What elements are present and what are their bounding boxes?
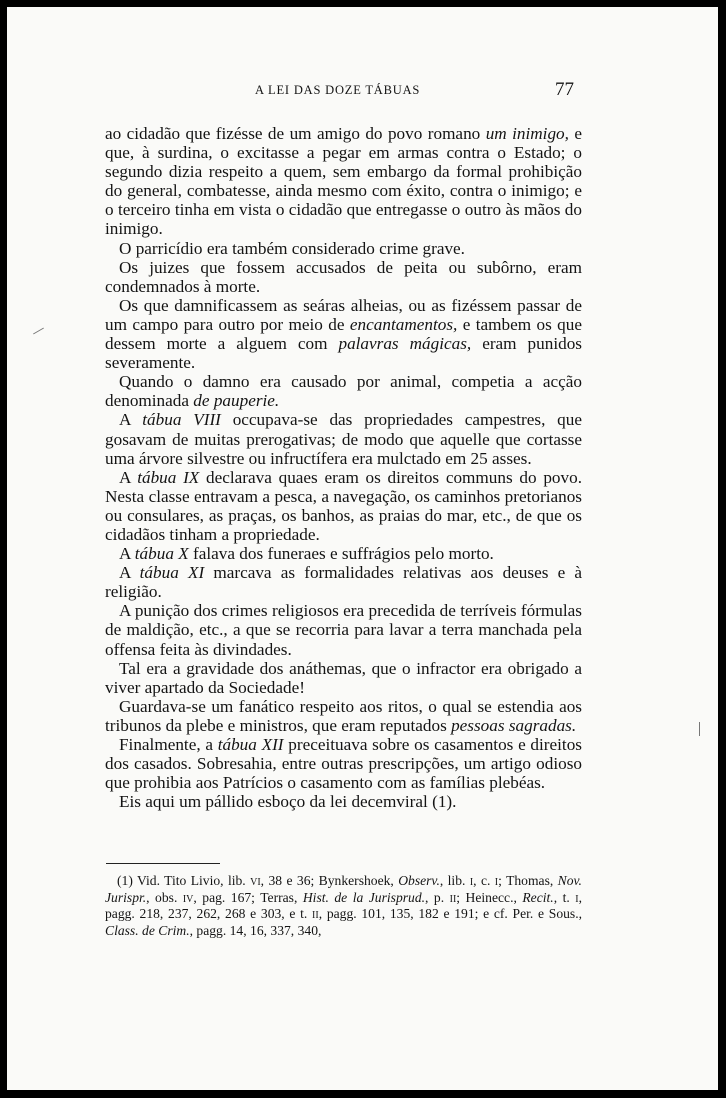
italic-text: tábua XII	[217, 735, 284, 754]
text-run: , t.	[553, 889, 576, 905]
roman-numeral: i	[494, 873, 499, 888]
text-run: Tal era a gravidade dos anáthemas, que o infractor era obrigado a viver apartado da Sociedade!	[105, 658, 582, 697]
text-run: Finalmente, a	[119, 735, 218, 754]
italic-text: Nov. Jurispr.	[105, 873, 582, 905]
body-text	[105, 124, 582, 811]
text-run: (1) Vid. Tito Livio, lib.	[117, 873, 251, 888]
italic-text: Hist. de la Jurisprud.	[302, 889, 426, 905]
paragraph	[105, 659, 582, 697]
italic-text: encantamentos,	[349, 314, 458, 334]
roman-numeral: i	[469, 873, 474, 888]
italic-text: Recit.	[522, 889, 554, 905]
text-run: ; Heinecc.,	[456, 889, 523, 905]
roman-numeral: iv	[182, 889, 194, 905]
text-run: , p.	[425, 889, 450, 905]
paragraph	[105, 124, 582, 239]
text-run: Os juizes que fossem accusados de peita ou subôrno, eram condemnados à morte.	[105, 257, 582, 296]
text-run: e que, à surdina, o excitasse a pegar em armas contra o Estado; o segundo dizia respeito a quem, sem embargo da formal prohibição do general, combatesse, ainda mesmo com éxito, contra o inimigo; e o terceiro tinha em vista o cidadão que entregasse o outro às mãos do inimigo.	[105, 124, 582, 239]
paragraph	[105, 544, 582, 563]
roman-numeral: ii	[449, 889, 457, 905]
paragraph	[105, 239, 582, 258]
paragraph	[105, 258, 582, 296]
text-run: A	[119, 467, 138, 487]
text-run: Os que damnificassem as seáras alheias, ou as fizéssem passar de um campo para outro por meio de	[105, 295, 582, 334]
paragraph	[105, 697, 582, 735]
page-number: 77	[555, 79, 574, 100]
paragraph	[105, 372, 582, 410]
roman-numeral: ii	[312, 906, 319, 921]
italic-text: de pauperie.	[193, 391, 280, 411]
text-run: occupava-se das propriedades campestres, que gosavam de muitas prerogativas; de modo que aquelle que cortasse uma árvore silvestre ou infructífera era mulctado em 25 asses.	[105, 410, 582, 468]
running-head	[7, 79, 718, 105]
text-run: A	[119, 544, 135, 564]
text-run: , pagg. 14, 16, 337, 340,	[189, 922, 322, 938]
text-run: falava dos funeraes e suffrágios pelo morto.	[188, 544, 494, 564]
text-run: , pagg. 101, 135, 182 e 191; e cf. Per. e Sous.,	[318, 906, 582, 921]
footnotes	[105, 873, 582, 939]
text-run: , obs.	[146, 889, 183, 905]
text-run: Guardava-se um fanático respeito aos ritos, o qual se estendia aos tribunos da plebe e ministros, que eram reputados	[105, 696, 582, 735]
paragraph	[105, 792, 582, 811]
paragraph	[105, 735, 582, 792]
text-run: A punição dos crimes religiosos era precedida de terríveis fórmulas de maldição, etc., a que se recorria para lavar a terra manchada pela offensa feita às divindades.	[105, 601, 582, 659]
running-title: A LEI DAS DOZE TÁBUAS	[255, 83, 421, 97]
text-run: O parricídio era também considerado crime grave.	[119, 238, 465, 258]
text-run: declarava quaes eram os direitos communs do povo. Nesta classe entravam a pesca, a navegação, os caminhos pretorianos ou consulares, as praças, os banhos, as praias do mar, etc., de que os cidadãos tinham a propriedade.	[105, 467, 582, 544]
text-run: eram punidos severamente.	[105, 334, 582, 373]
paragraph	[105, 601, 582, 658]
text-run: , lib.	[439, 873, 470, 888]
text-run: ; Thomas,	[498, 873, 558, 888]
italic-text: tábua IX	[137, 467, 200, 487]
footnote-rule	[106, 863, 220, 864]
text-run: , pag. 167; Terras,	[193, 889, 303, 905]
italic-text: pessoas sagradas.	[451, 715, 577, 735]
paragraph	[105, 410, 582, 467]
text-run: ao cidadão que fizésse de um amigo do povo romano	[105, 124, 486, 143]
italic-text: tábua VIII	[142, 410, 221, 430]
text-run: , pagg. 218, 237, 262, 268 e 303, e t.	[105, 889, 582, 921]
italic-text: palavras mágicas,	[338, 334, 472, 354]
text-run: , 38 e 36; Bynkershoek,	[260, 873, 399, 888]
roman-numeral: i	[575, 889, 579, 905]
text-run: , c.	[473, 873, 495, 888]
italic-text: Class. de Crim.	[105, 922, 190, 938]
italic-text: tábua X	[134, 544, 189, 564]
paragraph	[105, 563, 582, 601]
paragraph	[105, 296, 582, 372]
italic-text: Observ.	[398, 873, 440, 888]
italic-text: tábua XI	[139, 563, 205, 583]
italic-text: um inimigo,	[485, 124, 569, 143]
footnote	[105, 873, 582, 939]
margin-mark	[699, 722, 700, 736]
paragraph	[105, 468, 582, 544]
text-run: A	[119, 563, 140, 583]
text-run: preceituava sobre os casamentos e direitos dos casados. Sobresahia, entre outras prescripções, um artigo odioso que prohibia aos Patrícios o casamento com as famílias plebéas.	[105, 735, 582, 793]
text-run: Eis aqui um pállido esboço da lei decemviral (1).	[119, 792, 457, 812]
text-run: marcava as formalidades relativas aos deuses e à religião.	[105, 563, 582, 602]
text-run: e tambem os que dessem morte a alguem com	[105, 314, 582, 354]
roman-numeral: vi	[250, 873, 261, 888]
margin-mark	[33, 328, 44, 335]
text-run: A	[119, 410, 143, 430]
book-page	[7, 7, 718, 1090]
text-run: Quando o damno era causado por animal, competia a acção denominada	[105, 372, 582, 411]
